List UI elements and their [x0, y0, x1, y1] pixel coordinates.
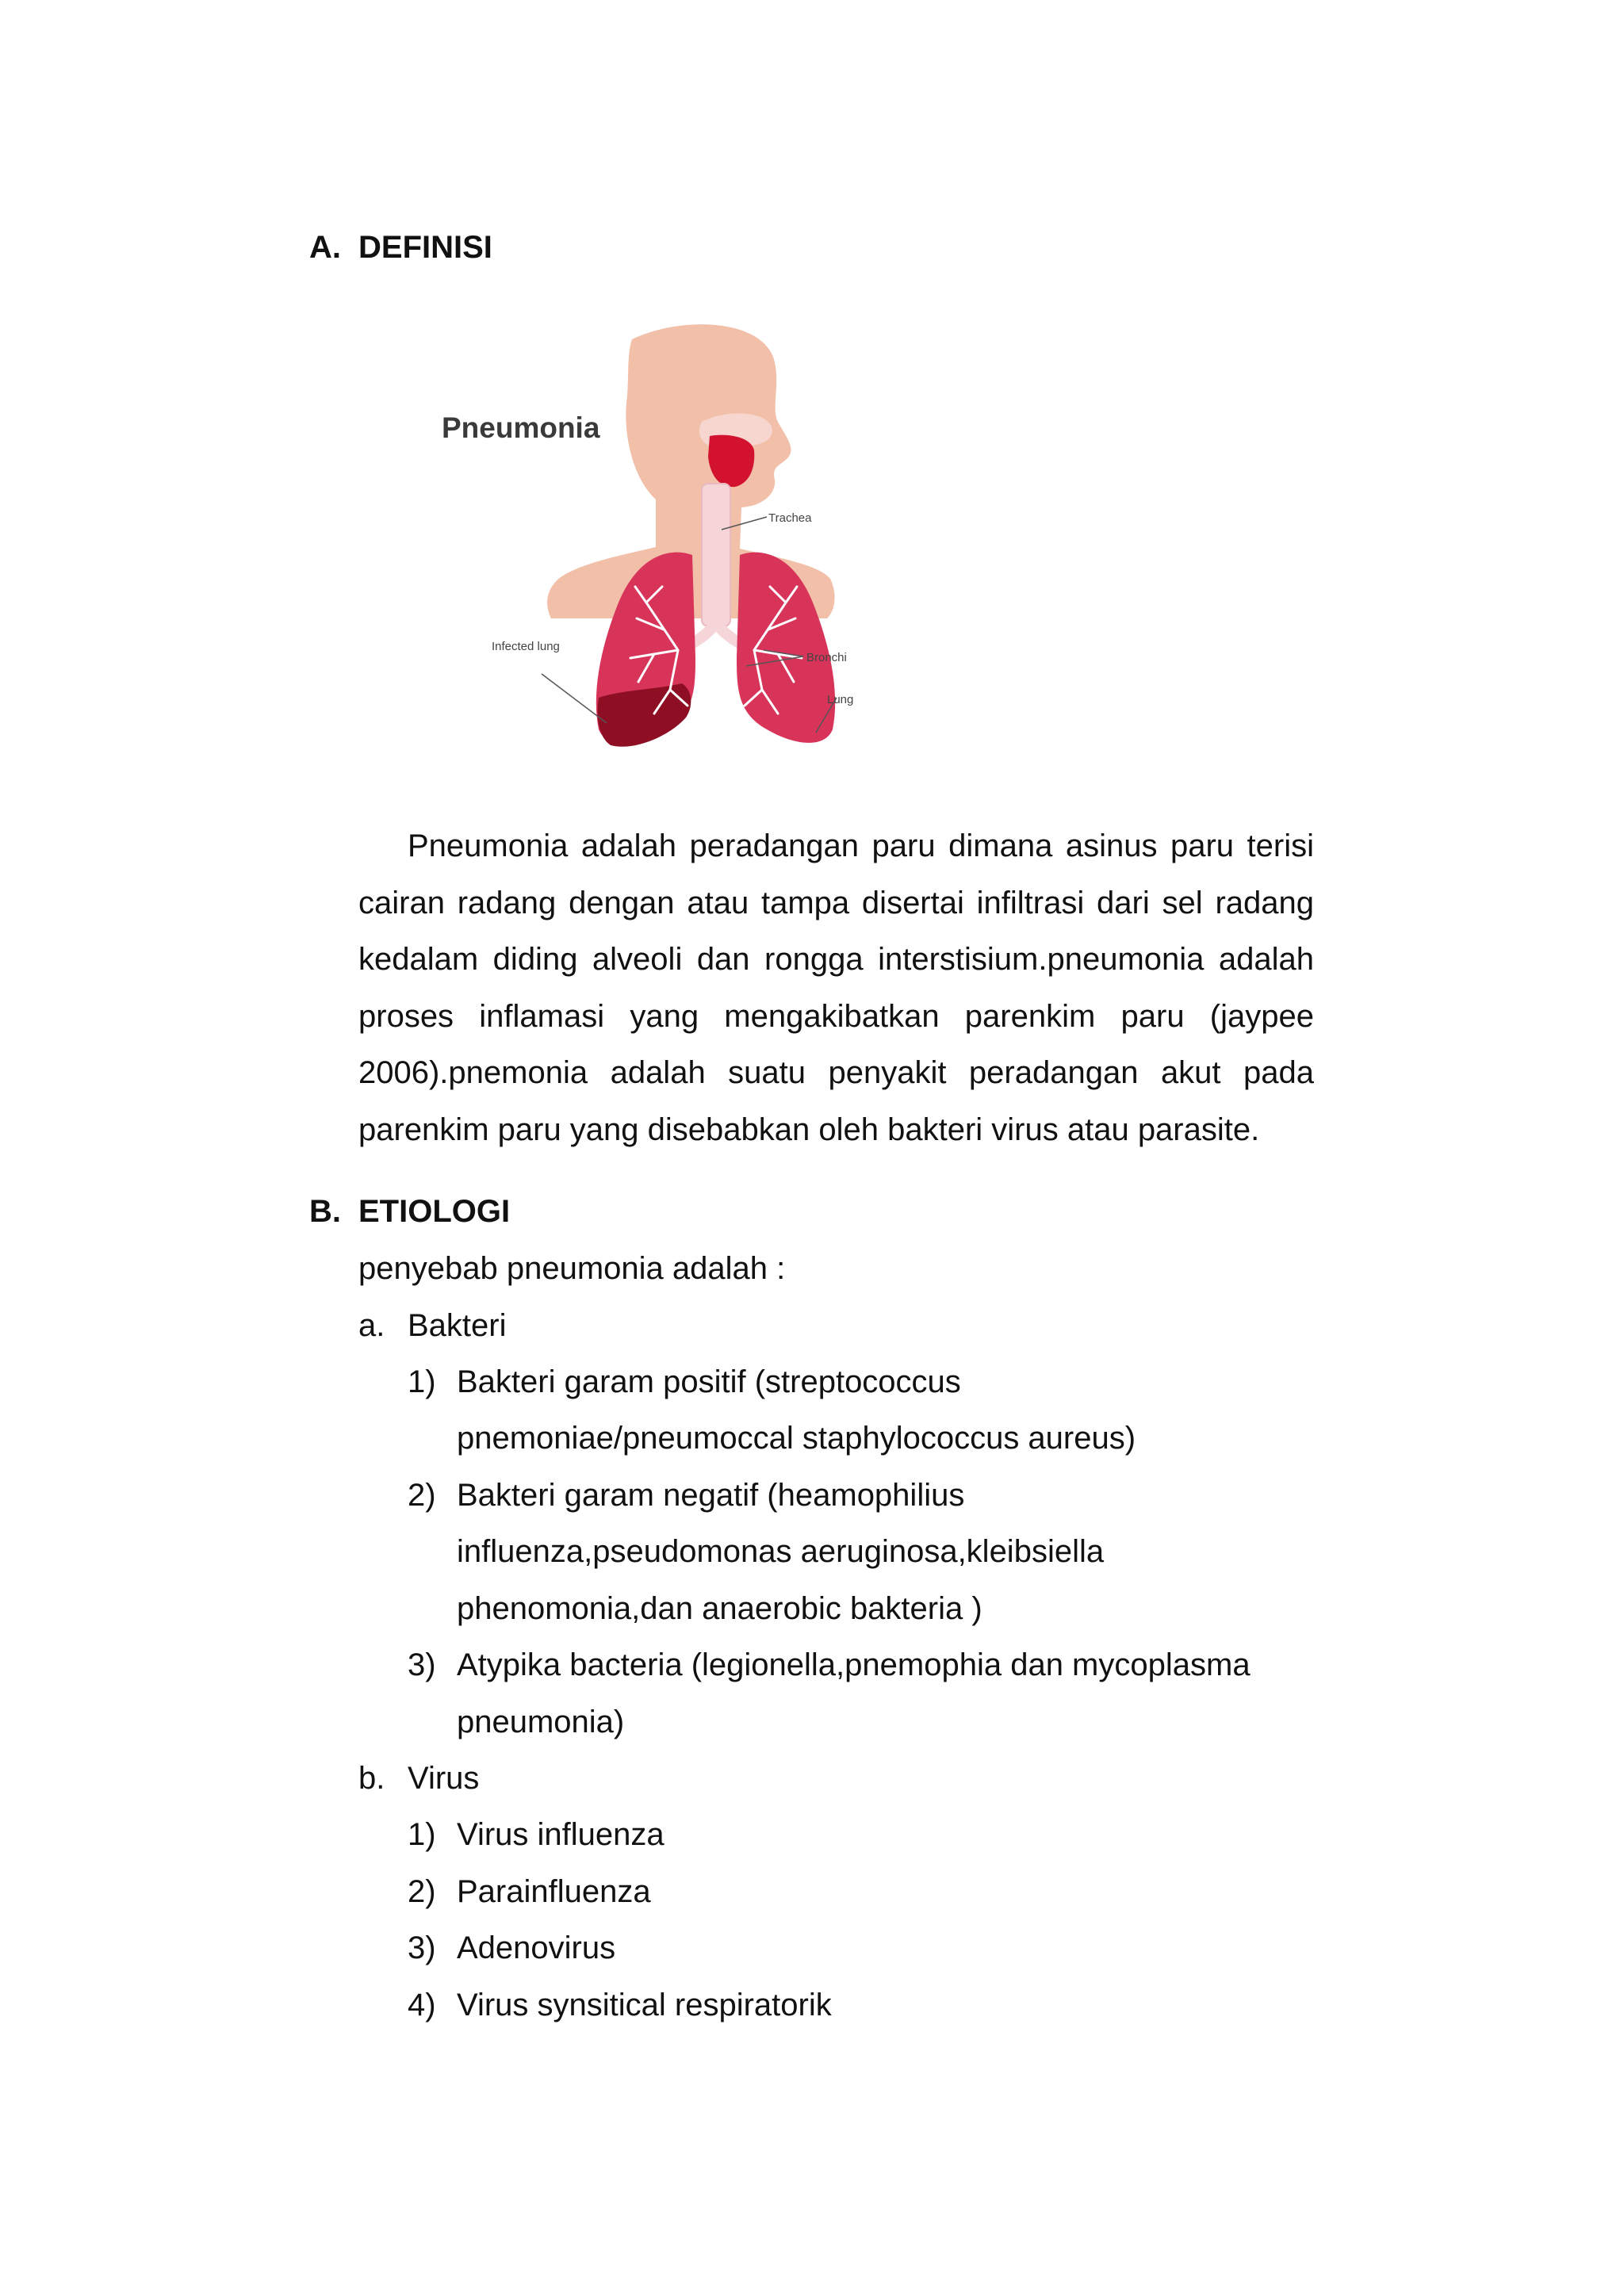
section-a-heading [309, 228, 492, 266]
definition-text: Pneumonia adalah peradangan paru dimana asinus paru terisi cairan radang dengan atau tampa disertai infiltrasi dari sel radang kedalam diding alveoli dan rongga interstisium.pneumonia adalah proses inflamasi yang mengakibatkan parenkim paru (jaypee 2006).pnemonia adalah suatu penyakit peradangan akut pada parenkim paru yang disebabkan oleh bakteri virus atau parasite. [358, 828, 1314, 1147]
list-item-title: Virus [408, 1761, 480, 1796]
list-item-text: Atypika bacteria (legionella,pnemophia dan mycoplasma [457, 1647, 1251, 1682]
list-item [408, 1986, 832, 2024]
list-item [408, 1363, 961, 1401]
list-item-text: Virus influenza [457, 1817, 665, 1852]
list-item-text: Virus synsitical respiratorik [457, 1988, 832, 2022]
section-b-label: B. [309, 1194, 341, 1229]
list-number: 3) [408, 1647, 436, 1682]
list-item [408, 1646, 1251, 1684]
trachea-label: Trachea [768, 511, 812, 525]
list-item [408, 1476, 964, 1514]
list-number: 4) [408, 1988, 436, 2022]
list-item-text: Adenovirus [457, 1931, 616, 1965]
list-marker: b. [358, 1761, 385, 1796]
list-number: 3) [408, 1931, 436, 1965]
list-item-continuation: pnemoniae/pneumoccal staphylococcus aureus) [457, 1421, 1136, 1456]
trachea [702, 484, 730, 626]
list-item [408, 1816, 665, 1854]
section-b-title: ETIOLOGI [358, 1194, 511, 1229]
list-item-continuation: phenomonia,dan anaerobic bakteria ) [457, 1591, 982, 1626]
lung-label: Lung [827, 693, 854, 706]
pneumonia-diagram [440, 317, 900, 761]
list-item-bakteri [358, 1307, 507, 1345]
list-number: 2) [408, 1874, 436, 1909]
list-item [408, 1929, 615, 1967]
etiology-intro: penyebab pneumonia adalah : [358, 1251, 786, 1286]
list-number: 2) [408, 1478, 436, 1513]
list-number: 1) [408, 1364, 436, 1399]
list-item-text: Bakteri garam positif (streptococcus [457, 1364, 961, 1399]
list-item-virus [358, 1759, 479, 1797]
list-item-text: Bakteri garam negatif (heamophilius [457, 1478, 965, 1513]
list-item-text: Parainfluenza [457, 1874, 651, 1909]
infected-lung-label: Infected lung [492, 640, 560, 653]
bronchi-label: Bronchi [806, 651, 847, 664]
definition-paragraph [358, 818, 1314, 1158]
list-marker: a. [358, 1308, 385, 1343]
list-item-continuation: pneumonia) [457, 1705, 625, 1739]
list-item-continuation: influenza,pseudomonas aeruginosa,kleibsiella [457, 1534, 1105, 1569]
section-b-heading [309, 1192, 510, 1230]
section-a-title: DEFINISI [358, 230, 492, 265]
list-item-title: Bakteri [408, 1308, 507, 1343]
list-number: 1) [408, 1817, 436, 1852]
figure-title: Pneumonia [442, 411, 600, 444]
list-item [408, 1873, 651, 1911]
section-a-label: A. [309, 230, 341, 265]
